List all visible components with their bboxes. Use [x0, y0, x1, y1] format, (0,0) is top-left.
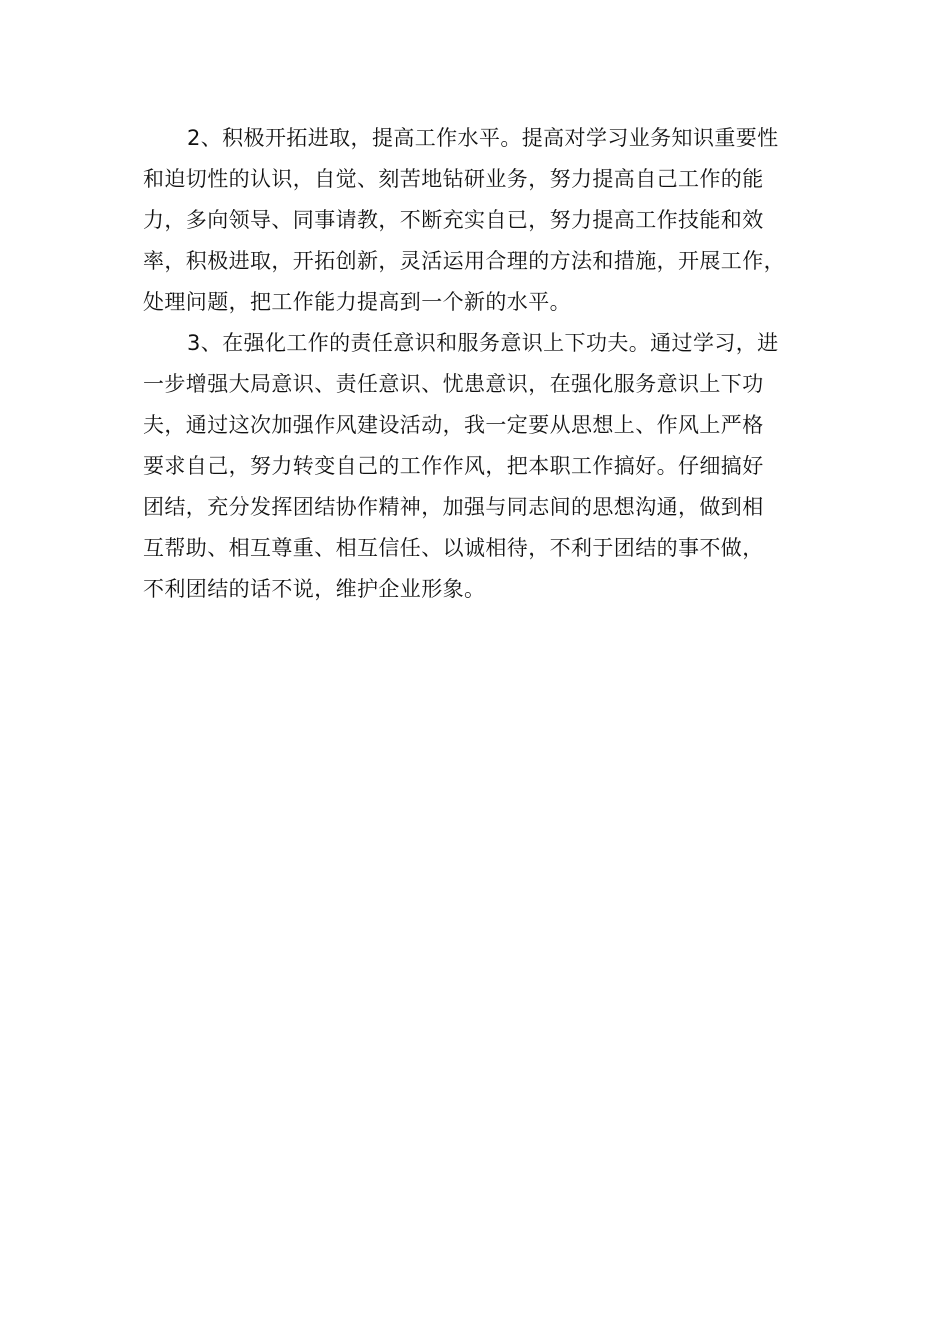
paragraph-line: 2、积极开拓进取，提高工作水平。提高对学习业务知识重要性: [187, 126, 779, 150]
paragraph-line: 处理问题，把工作能力提高到一个新的水平。: [143, 290, 571, 314]
paragraph-line: 率，积极进取，开拓创新，灵活运用合理的方法和措施，开展工作，: [143, 249, 785, 273]
paragraph-line: 夫，通过这次加强作风建设活动，我一定要从思想上、作风上严格: [143, 413, 764, 437]
document-body: [143, 118, 823, 610]
paragraph-line: 一步增强大局意识、责任意识、忧患意识，在强化服务意识上下功: [143, 372, 764, 396]
paragraph-line: 要求自己，努力转变自己的工作作风，把本职工作搞好。仔细搞好: [143, 454, 764, 478]
paragraph-line: 不利团结的话不说，维护企业形象。: [143, 577, 486, 601]
paragraph-2: [143, 118, 823, 323]
paragraph-line: 互帮助、相互尊重、相互信任、以诚相待，不利于团结的事不做，: [143, 536, 764, 560]
paragraph-line: 和迫切性的认识，自觉、刻苦地钻研业务，努力提高自己工作的能: [143, 167, 764, 191]
paragraph-line: 力，多向领导、同事请教，不断充实自已，努力提高工作技能和效: [143, 208, 764, 232]
paragraph-line: 团结，充分发挥团结协作精神，加强与同志间的思想沟通，做到相: [143, 495, 764, 519]
paragraph-3: [143, 323, 823, 610]
paragraph-line: 3、在强化工作的责任意识和服务意识上下功夫。通过学习，进: [187, 331, 779, 355]
